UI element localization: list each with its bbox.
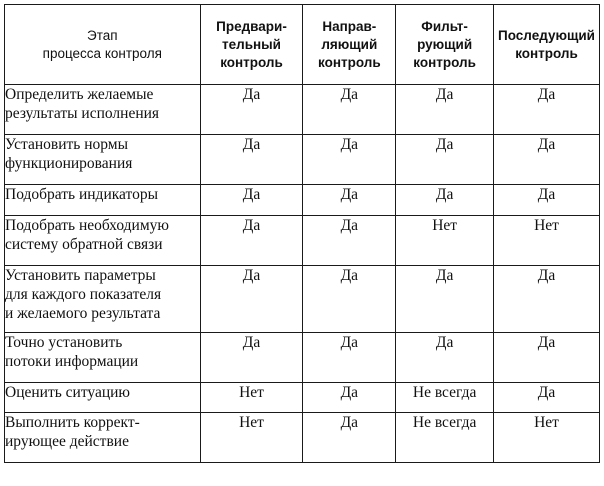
preliminary-cell: Да <box>200 85 303 135</box>
table-row <box>5 135 600 185</box>
table-row <box>5 85 600 135</box>
stage-cell: Установить параметры для каждого показателя и желаемого результата <box>5 266 201 333</box>
stage-cell: Оценить ситуацию <box>5 383 201 413</box>
table-row <box>5 266 600 333</box>
preliminary-cell: Да <box>200 135 303 185</box>
header-preliminary-control: Предвари- тельный контроль <box>200 5 303 85</box>
directing-cell: Да <box>303 266 396 333</box>
header-filtering-control: Фильт- рующий контроль <box>396 5 494 85</box>
table-header-row <box>5 5 600 85</box>
followup-cell: Да <box>494 85 600 135</box>
directing-cell: Да <box>303 333 396 383</box>
table-row <box>5 383 600 413</box>
followup-cell: Нет <box>494 413 600 463</box>
filtering-cell: Да <box>396 266 494 333</box>
filtering-cell: Не всегда <box>396 413 494 463</box>
stage-cell: Подобрать необходимую систему обратной связи <box>5 216 201 266</box>
followup-cell: Нет <box>494 216 600 266</box>
directing-cell: Да <box>303 383 396 413</box>
stage-cell: Определить желаемые результаты исполнения <box>5 85 201 135</box>
filtering-cell: Не всегда <box>396 383 494 413</box>
preliminary-cell: Нет <box>200 413 303 463</box>
directing-cell: Да <box>303 135 396 185</box>
directing-cell: Да <box>303 413 396 463</box>
stage-cell: Выполнить коррект- ирующее действие <box>5 413 201 463</box>
table-row <box>5 185 600 216</box>
directing-cell: Да <box>303 85 396 135</box>
stage-cell: Точно установить потоки информации <box>5 333 201 383</box>
followup-cell: Да <box>494 333 600 383</box>
header-stage: Этап процесса контроля <box>5 5 201 85</box>
preliminary-cell: Да <box>200 185 303 216</box>
directing-cell: Да <box>303 185 396 216</box>
followup-cell: Да <box>494 135 600 185</box>
filtering-cell: Да <box>396 135 494 185</box>
stage-cell: Установить нормы функционирования <box>5 135 201 185</box>
preliminary-cell: Да <box>200 216 303 266</box>
header-directing-control: Направ- ляющий контроль <box>303 5 396 85</box>
stage-cell: Подобрать индикаторы <box>5 185 201 216</box>
header-followup-control: Последующий контроль <box>494 5 600 85</box>
filtering-cell: Нет <box>396 216 494 266</box>
preliminary-cell: Да <box>200 333 303 383</box>
table-row <box>5 216 600 266</box>
control-stages-table <box>4 4 600 463</box>
preliminary-cell: Нет <box>200 383 303 413</box>
table-row <box>5 413 600 463</box>
table-row <box>5 333 600 383</box>
preliminary-cell: Да <box>200 266 303 333</box>
directing-cell: Да <box>303 216 396 266</box>
filtering-cell: Да <box>396 333 494 383</box>
filtering-cell: Да <box>396 185 494 216</box>
followup-cell: Да <box>494 185 600 216</box>
followup-cell: Да <box>494 383 600 413</box>
filtering-cell: Да <box>396 85 494 135</box>
followup-cell: Да <box>494 266 600 333</box>
